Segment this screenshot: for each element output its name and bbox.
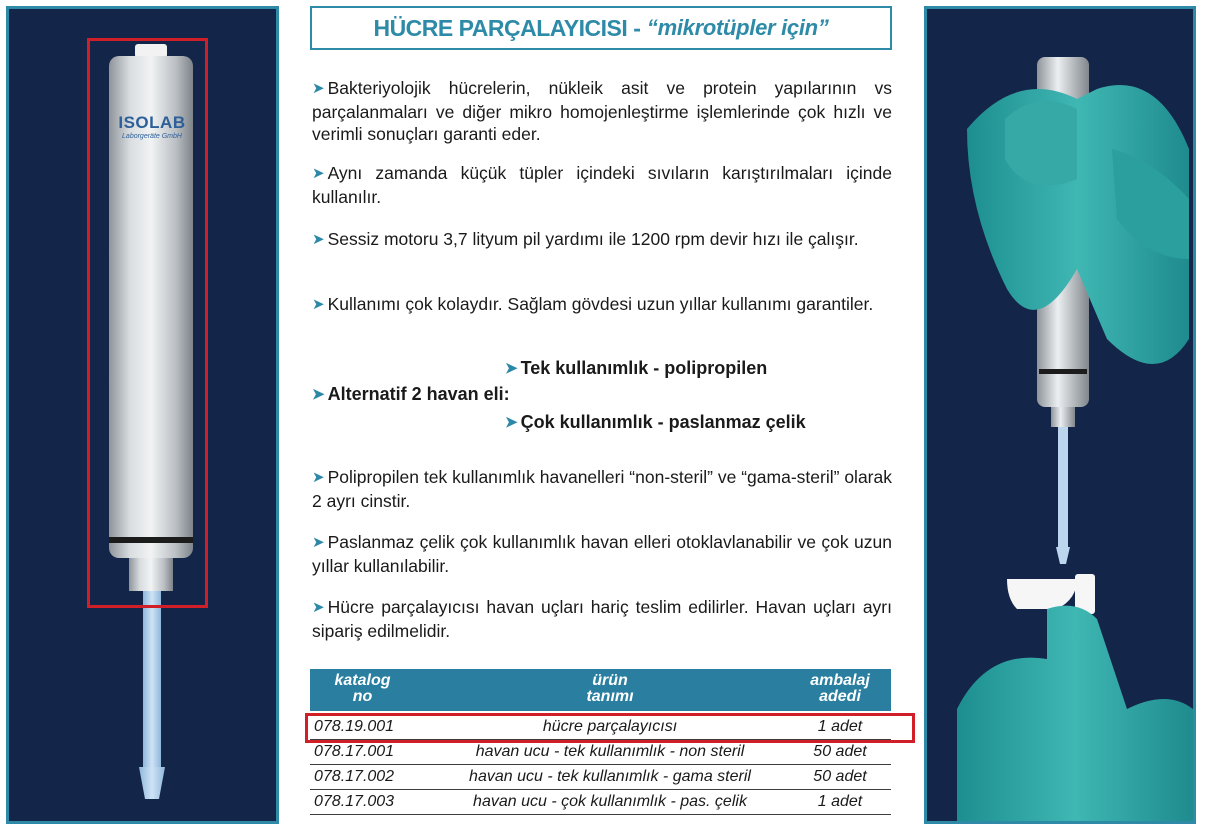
gloved-hands-usage-image — [927, 9, 1193, 821]
arrow-right-icon: ➤ — [312, 165, 325, 182]
arrow-right-icon: ➤ — [312, 599, 325, 616]
product-highlight-box — [87, 38, 208, 608]
arrow-right-icon: ➤ — [312, 386, 325, 403]
page-title-box — [310, 6, 892, 50]
feature-paragraph: ➤ Paslanmaz çelik çok kullanımlık havan elleri otoklavlanabilir ve çok uzun yıllar kullanılabilir. — [312, 532, 892, 576]
header-catalog-no: katalog no — [334, 672, 391, 705]
page-title: HÜCRE PARÇALAYICISI — [373, 14, 628, 41]
table-row: 078.19.001 hücre parçalayıcısı 1 adet — [310, 715, 891, 740]
header-package-quantity: ambalaj adedi — [810, 672, 870, 705]
page-subtitle: “mikrotüpler için” — [646, 15, 829, 40]
row-highlight-box — [305, 713, 915, 743]
alternative-option: ➤ Çok kullanımlık - paslanmaz çelik — [505, 412, 806, 432]
arrow-right-icon: ➤ — [505, 360, 518, 377]
table-row: 078.17.001 havan ucu - tek kullanımlık - non steril 50 adet — [310, 740, 891, 765]
feature-paragraph: ➤ Aynı zamanda küçük tüpler içindeki sıvıların karıştırılmaları içinde kullanılır. — [312, 163, 892, 207]
title-separator: - — [633, 14, 641, 41]
feature-paragraph: ➤ Sessiz motoru 3,7 lityum pil yardımı ile 1200 rpm devir hızı ile çalışır. — [312, 229, 859, 249]
arrow-right-icon: ➤ — [312, 231, 325, 248]
arrow-right-icon: ➤ — [505, 414, 518, 431]
table-row: 078.17.003 havan ucu - çok kullanımlık - pas. çelik 1 adet — [310, 790, 891, 815]
alternatives-label: ➤ Alternatif 2 havan eli: — [312, 384, 510, 404]
isolab-logo: ISOLAB Laborgeräte GmbH — [118, 113, 186, 140]
usage-photo-panel — [924, 6, 1196, 824]
arrow-right-icon: ➤ — [312, 296, 325, 313]
feature-paragraph: ➤ Polipropilen tek kullanımlık havanelleri “non-steril” ve “gama-steril” olarak 2 ayrı cinstir. — [312, 467, 892, 511]
table-row: 078.17.002 havan ucu - tek kullanımlık - gama steril 50 adet — [310, 765, 891, 790]
header-product-description: ürün tanımı — [586, 672, 634, 705]
table-header — [310, 669, 891, 711]
alternative-option: ➤ Tek kullanımlık - polipropilen — [505, 358, 768, 378]
arrow-right-icon: ➤ — [312, 80, 325, 97]
feature-paragraph: ➤ Bakteriyolojik hücrelerin, nükleik asit ve protein yapılarının vs parçalanmaları ve diğer mikro homojenleştirme işlemlerinde çok hızlı ve verimli sonuçları garanti eder. — [312, 78, 892, 144]
feature-paragraph: ➤ Kullanımı çok kolaydır. Sağlam gövdesi uzun yıllar kullanımı garantiler. — [312, 294, 874, 314]
feature-paragraph: ➤ Hücre parçalayıcısı havan uçları hariç teslim edilirler. Havan uçları ayrı sipariş edilmelidir. — [312, 597, 892, 641]
arrow-right-icon: ➤ — [312, 534, 325, 551]
arrow-right-icon: ➤ — [312, 469, 325, 486]
product-photo-panel — [6, 6, 279, 824]
